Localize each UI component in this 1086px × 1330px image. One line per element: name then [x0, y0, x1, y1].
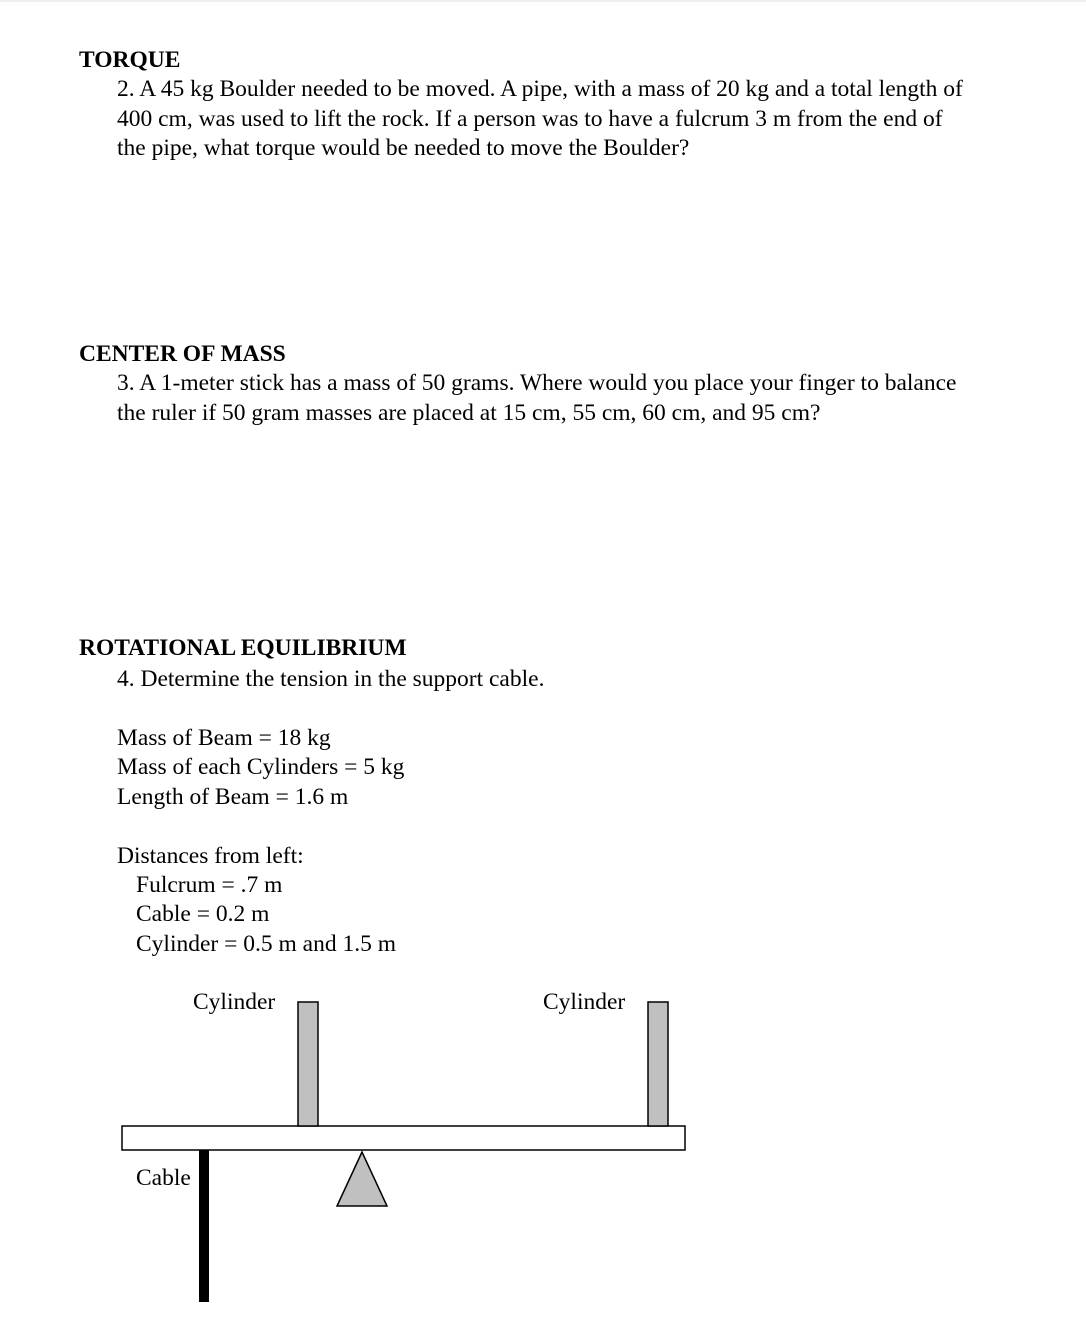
fulcrum-triangle [337, 1152, 387, 1206]
torque-heading: TORQUE [79, 47, 181, 73]
rotational-equilibrium-heading: ROTATIONAL EQUILIBRIUM [79, 635, 407, 661]
center-of-mass-question: 3. A 1-meter stick has a mass of 50 grams. Where would you place your finger to balance the ruler if 50 gram masses are placed at 15 cm, 55 cm, 60 cm, and 95 cm? [117, 370, 957, 426]
distances-title: Distances from left: [117, 843, 304, 869]
rotational-equilibrium-question: 4. Determine the tension in the support cable. [117, 666, 545, 692]
distance-cable: Cable = 0.2 m [136, 901, 270, 927]
distance-fulcrum: Fulcrum = .7 m [136, 872, 283, 898]
cylinder-right-label: Cylinder [543, 989, 626, 1015]
cylinder-left [298, 1002, 318, 1126]
cylinder-left-label: Cylinder [193, 989, 276, 1015]
center-of-mass-heading: CENTER OF MASS [79, 341, 286, 367]
beam [122, 1126, 685, 1150]
cylinder-right [648, 1002, 668, 1126]
length-of-beam: Length of Beam = 1.6 m [117, 784, 349, 810]
mass-of-cylinders: Mass of each Cylinders = 5 kg [117, 754, 405, 780]
distance-cylinder: Cylinder = 0.5 m and 1.5 m [136, 931, 396, 957]
mass-of-beam: Mass of Beam = 18 kg [117, 725, 331, 751]
support-cable [199, 1150, 209, 1302]
torque-question: 2. A 45 kg Boulder needed to be moved. A pipe, with a mass of 20 kg and a total length of 400 cm, was used to lift the rock. If a person was to have a fulcrum 3 m from the end of the pipe, what torque would be needed to move the Boulder? [117, 76, 963, 162]
cable-label: Cable [136, 1165, 191, 1191]
